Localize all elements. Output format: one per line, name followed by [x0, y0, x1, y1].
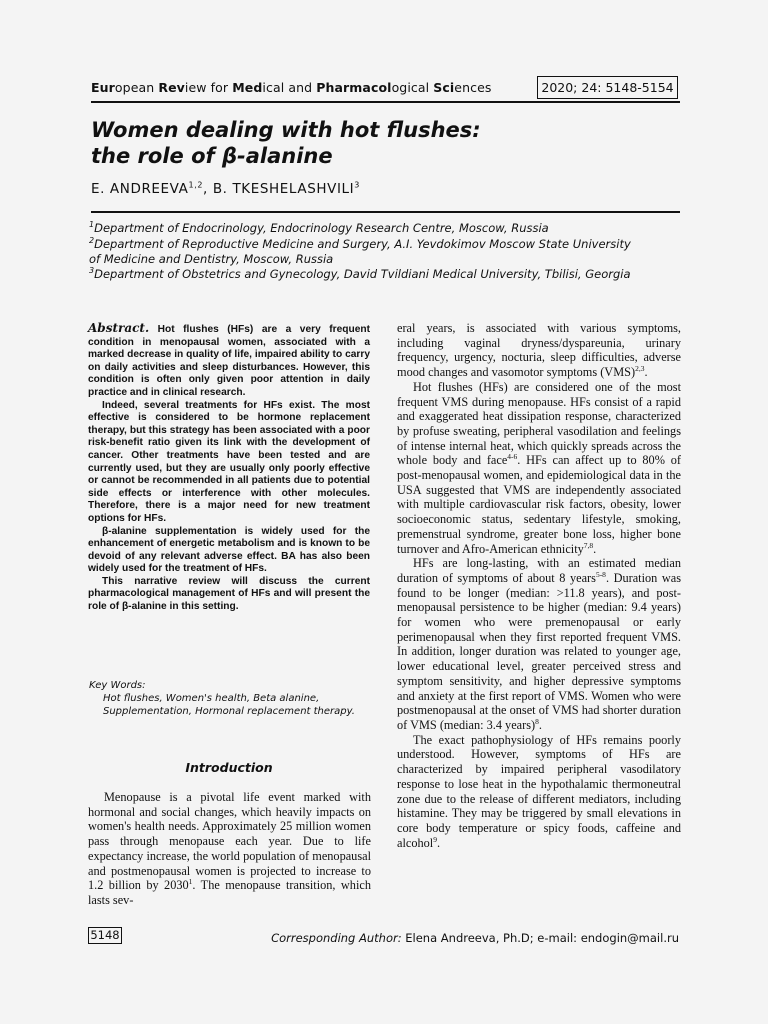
- text-run: Menopause is a pivotal life event marked with hormonal and social changes, which heavily impacts on women's health needs. Approximately 25 million women pass through menopause each year. Due to life expectancy increase, the world population of menopausal and postmenopausal women is projected to increase to 1.2 billion by 2030: [88, 790, 371, 893]
- abstract-paragraph-2: Indeed, several treatments for HFs exist. The most effective is considered to be hormone replacement therapy, but this strategy has been associated with a poor risk-benefit ratio given its link with the development of cancer. Other treatments have been tested and are currently used, but they are usually only poorly effective or cannot be recommended in all patients due to potential side effects or interference with other molecules. Therefore, there is a major need for new treatment options for HFs.: [88, 399, 370, 524]
- issue-citation: 2020; 24: 5148-5154: [537, 76, 678, 99]
- intro-paragraph-1-end: [397, 321, 681, 380]
- header-rule: [91, 101, 680, 103]
- article-title: [91, 117, 651, 169]
- author-2-affiliation: 3: [354, 180, 360, 190]
- keywords-label: Key Words:: [89, 680, 146, 691]
- text-run: .: [644, 365, 648, 380]
- journal-name-part: Eur: [91, 80, 115, 95]
- intro-paragraph-1-start: [88, 790, 371, 908]
- abstract: [88, 322, 370, 614]
- author-2: , B. TKESHELASHVILI: [203, 181, 355, 197]
- author-1: E. ANDREEVA: [91, 181, 189, 197]
- intro-column-1: [88, 790, 371, 908]
- keywords: [89, 679, 371, 718]
- affiliation-2: [89, 236, 689, 252]
- citation: 8: [535, 716, 539, 726]
- text-run: .: [593, 541, 597, 556]
- citation: 7,8: [583, 540, 594, 550]
- text-run: . HFs can affect up to 80% of post-menopausal women, and epidemiological data in the USA suggested that VMS are independently associated with multiple cardiovascular risk factors, obesity, lower socioeconomic status, sedentary lifestyle, smoking, premenstrual syndrome, greater bone loss, higher bone turnover and Afro-American ethnicity: [397, 453, 681, 556]
- intro-paragraph-4: [397, 733, 681, 851]
- affiliation-text: Department of Reproductive Medicine and Surgery, A.I. Yevdokimov Moscow State University: [94, 237, 631, 251]
- intro-column-2: [397, 321, 681, 850]
- journal-name: [91, 80, 492, 95]
- corresponding-label: Corresponding Author:: [271, 931, 402, 945]
- author-1-affiliation: 1,2: [188, 180, 204, 190]
- citation: 2,3: [635, 364, 645, 374]
- text-run: .: [538, 717, 542, 732]
- affiliation-marker: 1: [89, 220, 95, 230]
- text-run: The exact pathophysiology of HFs remains poorly understood. However, symptoms of HFs are characterized by impaired peripheral vasodilatory response to lose heat in the hypothalamic thermoneutral zone due to the release of different mediators, including histamine. They may be triggered by small elevations in core body temperature or spicy foods, caffeine and alcohol: [397, 732, 681, 850]
- affiliation-text: of Medicine and Dentistry, Moscow, Russia: [89, 252, 334, 266]
- journal-name-part: Sci: [433, 80, 455, 95]
- journal-name-part: Rev: [158, 80, 185, 95]
- authors-rule: [91, 211, 680, 213]
- affiliation-marker: 3: [89, 266, 95, 276]
- text-run: .: [436, 835, 441, 850]
- abstract-paragraph-3: β-alanine supplementation is widely used for the enhancement of energetic metabolism and is known to be devoid of any relevant adverse effect. BA has also been widely used for the treatment of HFs.: [88, 525, 370, 575]
- citation: 9: [433, 834, 437, 844]
- abstract-paragraph-4: This narrative review will discuss the current pharmacological management of HFs and will present the role of β-alanine in this setting.: [88, 575, 370, 613]
- abstract-label: Abstract.: [88, 321, 150, 335]
- intro-paragraph-3: [397, 556, 681, 732]
- journal-name-part: iew for: [184, 80, 233, 95]
- authors: [91, 181, 360, 197]
- affiliation-3: [89, 266, 689, 282]
- text-run: Hot flushes (HFs) are considered one of the most frequent VMS during menopause. HFs consist of a rapid and exaggerated heat dissipation response, characterized by profuse sweating, peripheral vasodilation and feelings of intense internal heat, which quickly spreads across the whole body and face: [397, 379, 681, 468]
- journal-name-part: Pharmacol: [316, 80, 392, 95]
- corresponding-details: Elena Andreeva, Ph.D; e-mail: endogin@mail.ru: [401, 931, 679, 945]
- page-number: 5148: [88, 927, 122, 944]
- intro-paragraph-2: [397, 380, 681, 556]
- citation: 4-6: [507, 452, 518, 462]
- affiliation-text: Department of Endocrinology, Endocrinology Research Centre, Moscow, Russia: [94, 221, 549, 235]
- text-run: HFs are long-lasting, with an estimated median duration of symptoms of about 8 years: [397, 556, 681, 585]
- text-run: . The menopause transition, which lasts sev-: [88, 878, 371, 907]
- keywords-text: Hot flushes, Women's health, Beta alanine, Supplementation, Hormonal replacement therapy.: [103, 693, 355, 717]
- affiliation-1: [89, 220, 689, 236]
- affiliation-2-cont: [89, 251, 689, 267]
- affiliation-text: Department of Obstetrics and Gynecology, David Tvildiani Medical University, Tbilisi, Georgia: [94, 267, 631, 281]
- journal-name-part: ences: [454, 80, 492, 95]
- abstract-text: Hot flushes (HFs) are a very frequent condition in menopausal women, associated with a marked decrease in quality of life, impaired ability to carry on daily activities and sleep disturbances. However, this condition is often only given poor attention in daily practice and in clinical research.: [88, 324, 370, 398]
- abstract-paragraph-1: [88, 322, 370, 400]
- journal-name-part: ogical: [391, 80, 434, 95]
- title-line-2: the role of β-alanine: [91, 144, 333, 168]
- journal-name-part: ical and: [262, 80, 317, 95]
- affiliation-marker: 2: [89, 236, 95, 246]
- title-line-1: Women dealing with hot flushes:: [91, 118, 481, 142]
- text-run: eral years, is associated with various symptoms, including vaginal dryness/dyspareunia, urinary frequency, urgency, nocturia, sleep difficulties, adverse mood changes and vasomotor symptoms (VMS): [397, 321, 681, 380]
- corresponding-author: [271, 931, 679, 945]
- citation: 1: [188, 877, 193, 887]
- journal-name-part: opean: [114, 80, 159, 95]
- text-run: . Duration was found to be longer (median: >11.8 years), and post-menopausal persistence to be higher (median: 9.4 years) for women who were premenopausal or early perimenopausal when they first reported frequent VMS. In addition, longer duration was related to younger age, lower educational level, greater perceived stress and symptom sensitivity, and higher depressive symptoms and anxiety at the first report of VMS. Women who were postmenopausal at the onset of VMS had shorter duration of VMS (median: 3.4 years): [397, 570, 682, 732]
- citation: 5-8: [595, 569, 606, 579]
- introduction-heading: Introduction: [185, 760, 273, 775]
- journal-name-part: Med: [232, 80, 263, 95]
